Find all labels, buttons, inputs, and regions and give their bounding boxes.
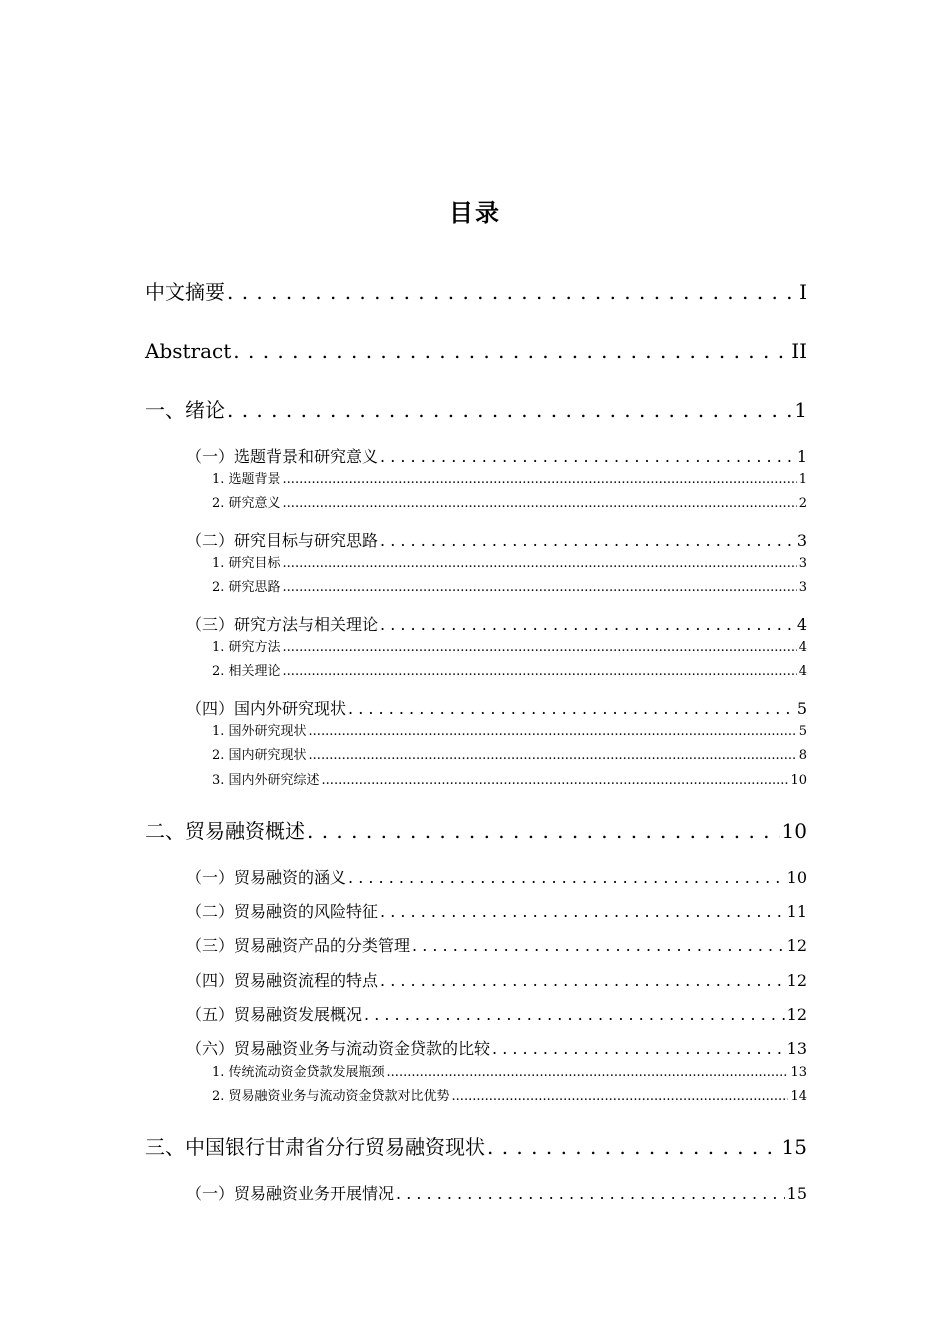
toc-entry-subsection[interactable] <box>212 1088 807 1106</box>
toc-entry-page: 15 <box>786 1184 807 1203</box>
toc-entry-section[interactable] <box>186 614 807 636</box>
toc-entry-page: 3 <box>796 531 807 550</box>
toc-entry-subsection[interactable] <box>212 747 807 765</box>
toc-entry-page: II <box>791 339 807 363</box>
toc-entry-subsection[interactable] <box>212 1064 807 1082</box>
toc-entry-page: 5 <box>798 724 807 739</box>
toc-entry-section[interactable] <box>186 1183 807 1205</box>
toc-entry-section[interactable] <box>186 446 807 468</box>
toc-entry-abstract-en[interactable] <box>145 337 807 365</box>
toc-entry-label: （四）国内外研究现状 <box>186 699 347 718</box>
toc-entry-page: 4 <box>798 664 807 679</box>
toc-entry-page: 5 <box>796 699 807 718</box>
toc-entry-page: 12 <box>786 936 807 955</box>
toc-entry-label: （二）研究目标与研究思路 <box>186 531 379 550</box>
toc-entry-label: 一、绪论 <box>145 398 225 422</box>
dot-leader <box>227 278 797 306</box>
dot-leader <box>227 396 792 424</box>
dot-leader <box>412 935 785 957</box>
toc-entry-label: 1. 选题背景 <box>212 472 281 487</box>
toc-entry-label: Abstract <box>145 339 232 363</box>
toc-entry-chapter-2[interactable] <box>145 817 807 845</box>
toc-entry-section[interactable] <box>186 698 807 720</box>
toc-entry-section[interactable] <box>186 867 807 889</box>
toc-entry-section[interactable] <box>186 901 807 923</box>
toc-entry-page: 10 <box>786 868 807 887</box>
dot-leader <box>380 614 795 636</box>
toc-entry-label: （一）选题背景和研究意义 <box>186 447 379 466</box>
toc-entry-section[interactable] <box>186 1038 807 1060</box>
toc-entry-page: 2 <box>798 496 807 511</box>
toc-entry-page: 13 <box>790 1065 807 1080</box>
toc-entry-label: 2. 研究意义 <box>212 496 281 511</box>
toc-entry-label: 2. 国内研究现状 <box>212 748 307 763</box>
toc-entry-label: 2. 贸易融资业务与流动资金贷款对比优势 <box>212 1089 450 1104</box>
toc-entry-page: I <box>799 280 807 304</box>
toc-entry-subsection[interactable] <box>212 639 807 657</box>
dot-leader <box>380 446 795 468</box>
toc-entry-label: （一）贸易融资业务开展情况 <box>186 1184 395 1203</box>
dot-leader <box>380 901 785 923</box>
toc-entry-section[interactable] <box>186 935 807 957</box>
toc-entry-page: 10 <box>781 819 807 843</box>
toc-entry-label: （三）研究方法与相关理论 <box>186 615 379 634</box>
toc-entry-page: 1 <box>794 398 807 422</box>
toc-entry-page: 12 <box>786 971 807 990</box>
toc-entry-subsection[interactable] <box>212 663 807 681</box>
toc-entry-page: 4 <box>796 615 807 634</box>
dot-leader <box>309 747 797 765</box>
toc-entry-label: （六）贸易融资业务与流动资金贷款的比较 <box>186 1039 491 1058</box>
toc-entry-subsection[interactable] <box>212 471 807 489</box>
toc-entry-label: （三）贸易融资产品的分类管理 <box>186 936 411 955</box>
toc-entry-page: 4 <box>798 640 807 655</box>
toc-entry-page: 12 <box>786 1005 807 1024</box>
toc-entry-subsection[interactable] <box>212 555 807 573</box>
dot-leader <box>487 1133 780 1161</box>
toc-entry-label: 1. 研究目标 <box>212 556 281 571</box>
dot-leader <box>380 970 785 992</box>
toc-entry-section[interactable] <box>186 530 807 552</box>
toc-entry-subsection[interactable] <box>212 579 807 597</box>
toc-entry-page: 3 <box>798 556 807 571</box>
toc-entry-page: 15 <box>781 1135 807 1159</box>
toc-entry-subsection[interactable] <box>212 723 807 741</box>
toc-entry-page: 8 <box>798 748 807 763</box>
dot-leader <box>283 495 797 513</box>
toc-entry-label: 二、贸易融资概述 <box>145 819 305 843</box>
toc-title: 目录 <box>449 199 501 227</box>
toc-entry-page: 1 <box>796 447 807 466</box>
toc-entry-page: 1 <box>798 472 807 487</box>
toc-entry-page: 13 <box>786 1039 807 1058</box>
toc-entry-chapter-3[interactable] <box>145 1133 807 1161</box>
dot-leader <box>309 723 797 741</box>
toc-entry-label: 1. 国外研究现状 <box>212 724 307 739</box>
toc-entry-label: 2. 相关理论 <box>212 664 281 679</box>
dot-leader <box>364 1004 785 1026</box>
dot-leader <box>387 1064 789 1082</box>
toc-entry-page: 14 <box>790 1089 807 1104</box>
dot-leader <box>283 471 797 489</box>
toc-entry-chapter-1[interactable] <box>145 396 807 424</box>
toc-entry-section[interactable] <box>186 970 807 992</box>
toc-entry-label: （二）贸易融资的风险特征 <box>186 902 379 921</box>
dot-leader <box>396 1183 785 1205</box>
toc-entry-label: 1. 研究方法 <box>212 640 281 655</box>
toc-entry-label: （四）贸易融资流程的特点 <box>186 971 379 990</box>
toc-entry-label: 1. 传统流动资金贷款发展瓶颈 <box>212 1065 385 1080</box>
toc-entry-label: （五）贸易融资发展概况 <box>186 1005 363 1024</box>
toc-entry-label: 3. 国内外研究综述 <box>212 773 320 788</box>
toc-entry-abstract-cn[interactable] <box>145 278 807 306</box>
dot-leader <box>348 867 785 889</box>
dot-leader <box>307 817 780 845</box>
toc-entry-subsection[interactable] <box>212 772 807 790</box>
toc-entry-page: 10 <box>790 773 807 788</box>
toc-entry-label: 三、中国银行甘肃省分行贸易融资现状 <box>145 1135 485 1159</box>
dot-leader <box>283 579 797 597</box>
dot-leader <box>452 1088 789 1106</box>
dot-leader <box>348 698 795 720</box>
toc-entry-page: 3 <box>798 580 807 595</box>
toc-entry-subsection[interactable] <box>212 495 807 513</box>
dot-leader <box>492 1038 785 1060</box>
dot-leader <box>322 772 789 790</box>
dot-leader <box>283 639 797 657</box>
dot-leader <box>233 337 789 365</box>
toc-entry-page: 11 <box>786 902 807 921</box>
dot-leader <box>380 530 795 552</box>
toc-entry-label: 中文摘要 <box>145 280 225 304</box>
dot-leader <box>283 555 797 573</box>
dot-leader <box>283 663 797 681</box>
toc-entry-section[interactable] <box>186 1004 807 1026</box>
toc-entry-label: 2. 研究思路 <box>212 580 281 595</box>
toc-entry-label: （一）贸易融资的涵义 <box>186 868 347 887</box>
